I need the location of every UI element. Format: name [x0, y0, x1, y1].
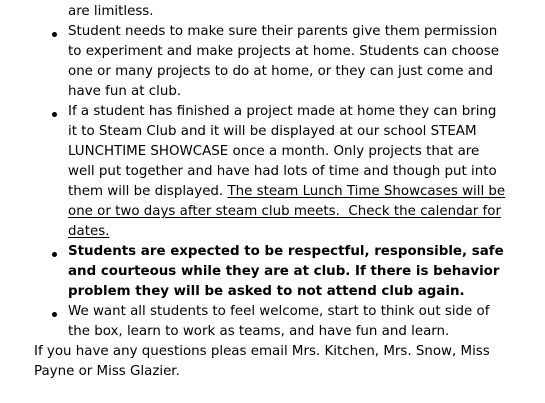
- bullet-icon: [52, 312, 57, 317]
- text-line: it to Steam Club and it will be displayed at our school STEAM: [68, 124, 477, 139]
- text-segment: them will be displayed.: [68, 184, 224, 199]
- bold-text-line: Students are expected to be respectful, responsible, safe: [68, 244, 504, 259]
- bold-text-line: and courteous while they are at club. If there is behavior: [68, 264, 500, 279]
- underlined-text: The steam Lunch Time Showcases will be: [227, 184, 506, 199]
- underlined-text: one or two days after steam club meets. Check the calendar for: [68, 204, 501, 219]
- text-line: If a student has finished a project made at home they can bring: [68, 104, 497, 119]
- text-line: well put together and have had lots of time and though put into: [68, 164, 497, 179]
- text-line: one or many projects to do at home, or they can just come and: [68, 64, 493, 79]
- bullet-icon: [52, 112, 57, 117]
- text-line: Student needs to make sure their parents give them permission: [68, 24, 498, 39]
- text-line: to experiment and make projects at home. Students can choose: [68, 44, 499, 59]
- text-line: Payne or Miss Glazier.: [34, 364, 180, 379]
- text-line: are limitless.: [68, 4, 154, 19]
- text-line: LUNCHTIME SHOWCASE once a month. Only projects that are: [68, 144, 480, 159]
- text-line: the box, learn to work as teams, and have fun and learn.: [68, 324, 450, 339]
- bold-text-line: problem they will be asked to not attend club again.: [68, 284, 465, 299]
- text-line: We want all students to feel welcome, start to think out side of: [68, 304, 490, 319]
- text-line: If you have any questions pleas email Mrs. Kitchen, Mrs. Snow, Miss: [34, 344, 490, 359]
- bullet-icon: [52, 252, 57, 257]
- text-line: [68, 182, 505, 202]
- text-line: have fun at club.: [68, 84, 182, 99]
- underlined-text: dates.: [68, 224, 110, 239]
- bullet-icon: [52, 32, 57, 37]
